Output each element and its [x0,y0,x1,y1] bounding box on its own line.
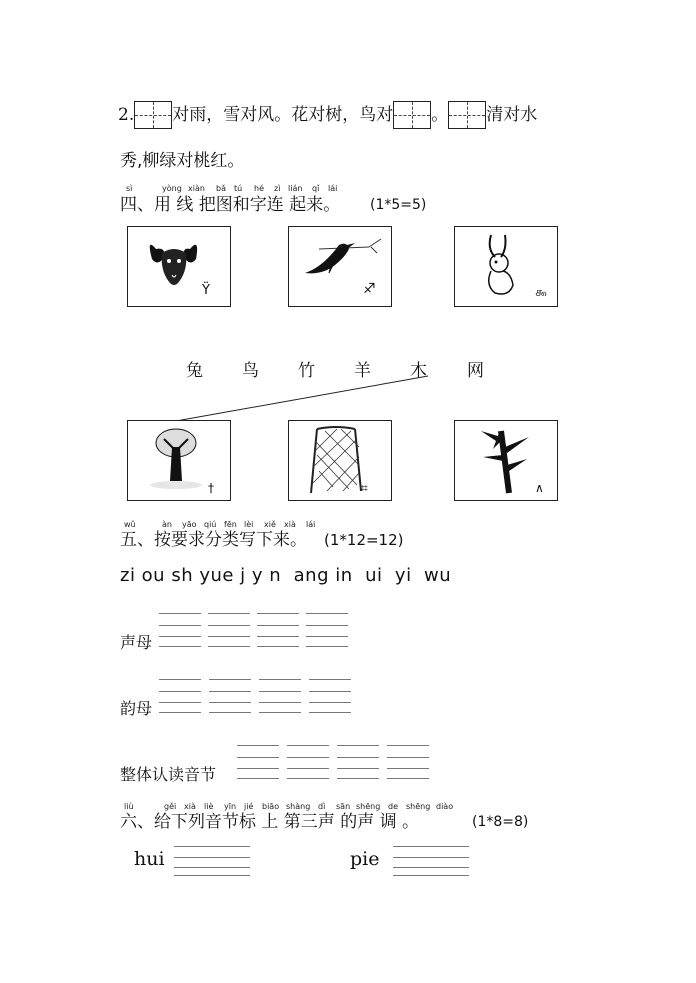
tree-picture [127,420,231,501]
pinyin: yīn [224,802,237,811]
net-picture [288,420,392,501]
syllable-hui: hui [134,848,165,870]
tree-icon [128,421,230,500]
question-number: 2. [118,105,135,125]
pinyin: xiàn [188,184,205,193]
four-line-box[interactable] [159,679,201,713]
pinyin: liù [124,802,134,811]
word-sheep[interactable]: 羊 [354,361,371,381]
four-line-box[interactable] [208,613,250,647]
section-5-heading [120,518,560,552]
pinyin: lèi [244,520,254,529]
pinyin: biāo [262,802,280,811]
four-line-box[interactable] [306,613,348,647]
net-glyph: ⌗ [361,481,368,495]
four-line-answer-hui[interactable] [174,846,250,876]
pinyin: jié [244,802,254,811]
four-line-box[interactable] [259,679,301,713]
four-line-box[interactable] [337,745,379,779]
bamboo-picture [454,420,558,501]
section-6-title: 六、给下列音节标 上 第三声 的声 调 。 [120,812,420,832]
pinyin: zì [274,184,281,193]
pinyin: shēng [406,802,431,811]
section-5-title: 五、按要求分类写下来。 [120,530,307,550]
four-line-box[interactable] [287,745,329,779]
pinyin: hé [254,184,264,193]
pinyin: xiě [264,520,276,529]
pinyin: bǎ [216,184,226,193]
pinyin: qiú [204,520,217,529]
pinyin: yāo [182,520,197,529]
pinyin: de [388,802,398,811]
pinyin: sì [126,184,133,193]
question-2-text-2: 清对水 [486,105,538,125]
pinyin: xià [184,802,196,811]
row-label-initials: 声母 [120,633,153,652]
pinyin: fēn [224,520,237,529]
pinyin: shàng [286,802,311,811]
section-5-score: (1*12=12) [324,531,404,549]
net-icon [289,421,391,500]
pinyin: lái [328,184,338,193]
pinyin: tú [234,184,243,193]
question-2-dot: 。 [431,105,449,125]
tree-glyph: † [208,481,214,495]
word-wood[interactable]: 木 [410,361,427,381]
question-2-text-1: 对雨，雪对风。花对树，鸟对 [172,105,394,125]
four-line-box[interactable] [237,745,279,779]
four-line-box[interactable] [257,613,299,647]
four-line-box[interactable] [387,745,429,779]
pinyin: àn [162,520,172,529]
pinyin: diào [436,802,454,811]
section-4-title: 四、用 线 把图和字连 起来。 [120,195,341,215]
four-line-box[interactable] [159,613,201,647]
pinyin: yòng [162,184,182,193]
pinyin: dì [318,802,326,811]
four-line-box[interactable] [309,679,351,713]
goat-glyph: Ÿ [202,283,210,298]
word-rabbit[interactable]: 兔 [186,361,203,381]
question-2-line-2: 秀,柳绿对桃红。 [120,151,245,171]
syllable-list: zi ou sh yue j y n ang in ui yi wu [120,565,452,586]
pinyin: lái [306,520,316,529]
word-bamboo[interactable]: 竹 [298,361,315,381]
word-net[interactable]: 网 [467,361,484,381]
syllable-pie: pie [350,848,380,870]
pinyin: xià [284,520,296,529]
row-label-finals: 韵母 [120,699,153,718]
pinyin: gěi [164,802,177,811]
section-6-heading [120,800,570,834]
section-4-score: (1*5=5) [370,197,427,213]
pinyin: qǐ [312,184,320,193]
pinyin: shēng [356,802,381,811]
bird-glyph: ♐ [363,281,376,297]
four-line-box[interactable] [209,679,251,713]
pinyin: wǔ [124,520,136,529]
section-6-score: (1*8=8) [472,814,529,830]
pinyin: sān [336,802,351,811]
pinyin: lián [288,184,303,193]
bamboo-glyph: ∧ [535,481,544,495]
row-label-whole-syllables: 整体认读音节 [120,765,217,784]
four-line-answer-pie[interactable] [393,846,469,876]
rabbit-glyph: ௯ [535,285,548,300]
word-bird[interactable]: 鸟 [242,361,259,381]
pinyin: liè [204,802,214,811]
